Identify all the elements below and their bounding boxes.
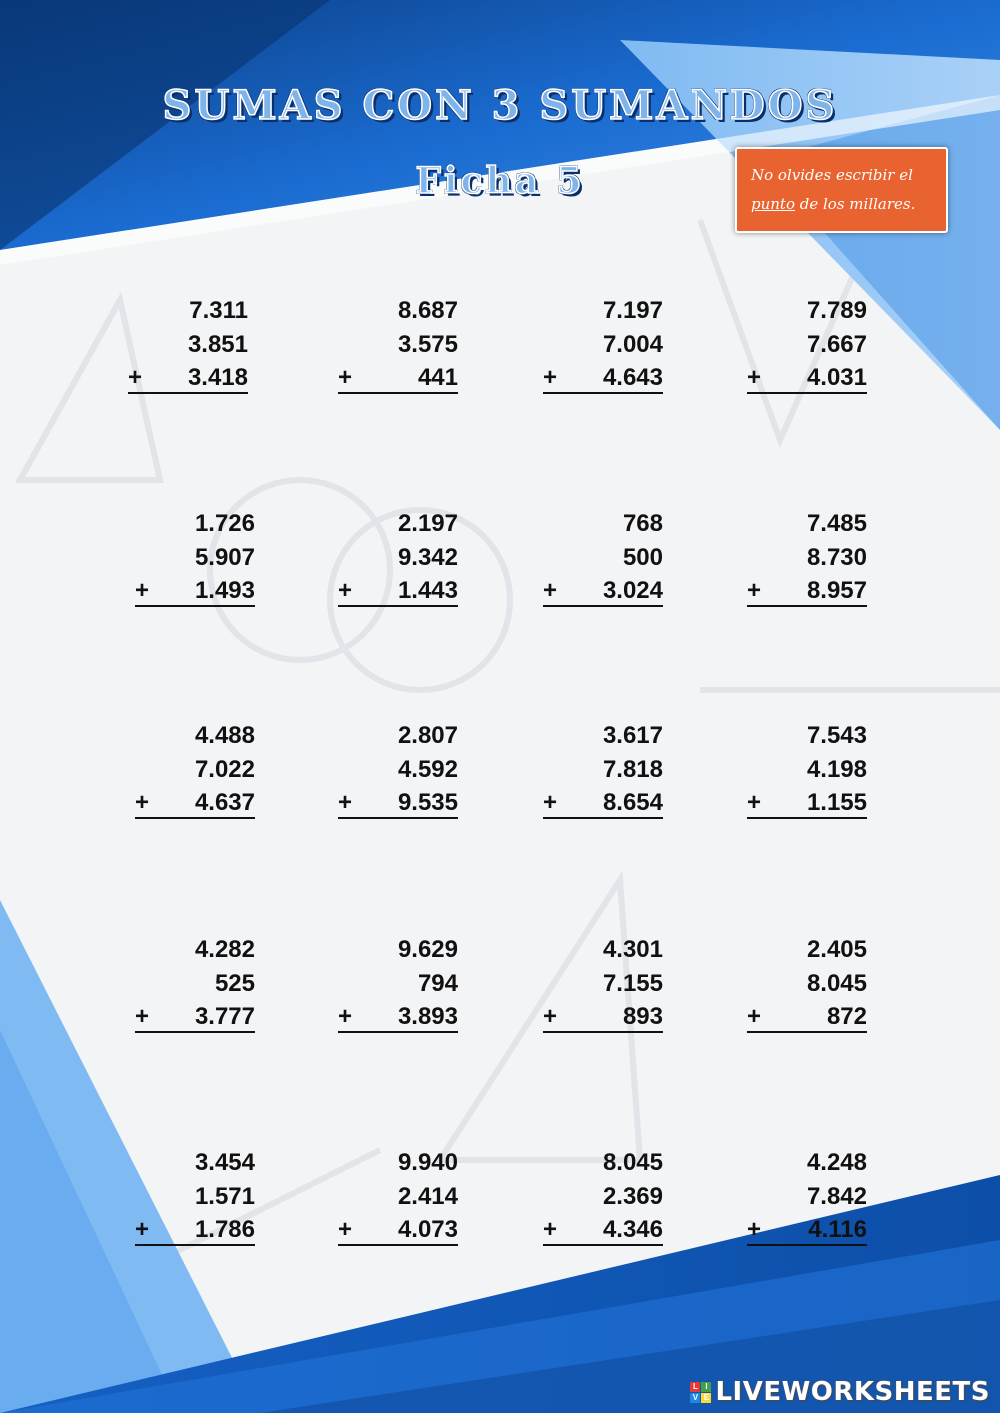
addend-3-line [747, 1003, 867, 1033]
addend-2: 2.414 [397, 1183, 458, 1210]
sum-problem [135, 1149, 255, 1249]
addend-3-line [543, 577, 663, 607]
addend-3-line [747, 789, 867, 819]
addend-2: 9.342 [397, 544, 458, 571]
addend-2: 8.730 [806, 544, 867, 571]
addend-1: 768 [622, 510, 663, 537]
addend-1: 7.311 [189, 297, 248, 324]
addend-3-line [135, 577, 255, 607]
reminder-underlined-word: punto [751, 195, 795, 213]
addend-2: 525 [214, 970, 255, 997]
addend-3: 872 [826, 1003, 867, 1030]
plus-sign: + [135, 577, 150, 604]
plus-sign: + [135, 1216, 150, 1243]
addend-1: 4.282 [194, 936, 255, 963]
addend-2: 7.818 [602, 756, 663, 783]
addend-3: 4.116 [808, 1216, 867, 1243]
sum-problem [135, 936, 255, 1036]
plus-sign: + [338, 577, 353, 604]
addend-3: 1.155 [806, 789, 867, 816]
sum-problem [135, 722, 255, 822]
addend-2: 4.198 [806, 756, 867, 783]
sum-problem [543, 510, 663, 610]
plus-sign: + [543, 364, 558, 391]
sum-problem [543, 297, 663, 397]
sum-problem [543, 1149, 663, 1249]
addend-3: 4.643 [602, 364, 663, 391]
sum-problem [747, 510, 867, 610]
plus-sign: + [338, 1216, 353, 1243]
addend-3: 1.443 [397, 577, 458, 604]
addend-1: 4.248 [806, 1149, 867, 1176]
plus-sign: + [135, 789, 150, 816]
sum-problem [338, 936, 458, 1036]
addend-3-line [747, 577, 867, 607]
plus-sign: + [338, 1003, 353, 1030]
plus-sign: + [128, 364, 143, 391]
plus-sign: + [543, 1216, 558, 1243]
addend-2: 7.004 [602, 331, 663, 358]
addend-1: 2.405 [806, 936, 867, 963]
addend-3-line [135, 1003, 255, 1033]
page-title: SUMAS CON 3 SUMANDOS [162, 82, 838, 129]
addend-2: 1.571 [194, 1183, 255, 1210]
sum-problem [128, 297, 248, 397]
addend-1: 9.629 [397, 936, 458, 963]
addend-3: 3.024 [602, 577, 663, 604]
addend-3-line [747, 1216, 867, 1246]
plus-sign: + [747, 789, 762, 816]
plus-sign: + [747, 364, 762, 391]
liveworksheets-logo-icon [690, 1382, 711, 1403]
addend-2: 2.369 [602, 1183, 663, 1210]
addend-1: 2.197 [397, 510, 458, 537]
plus-sign: + [543, 789, 558, 816]
sum-problem [338, 1149, 458, 1249]
addend-3: 4.346 [602, 1216, 663, 1243]
addend-3: 4.031 [806, 364, 867, 391]
addend-2: 7.667 [806, 331, 867, 358]
addend-1: 2.807 [397, 722, 458, 749]
addend-2: 7.022 [194, 756, 255, 783]
addend-3-line [338, 364, 458, 394]
addend-1: 8.045 [602, 1149, 663, 1176]
liveworksheets-logo [690, 1376, 990, 1408]
logo-letter: L [690, 1382, 700, 1392]
addend-3-line [543, 1216, 663, 1246]
sum-problem [747, 722, 867, 822]
addend-3: 8.957 [806, 577, 867, 604]
addend-3-line [338, 789, 458, 819]
plus-sign: + [747, 577, 762, 604]
addend-2: 500 [622, 544, 663, 571]
reminder-line-2-rest: de los millares. [794, 195, 916, 213]
addend-1: 7.485 [806, 510, 867, 537]
addend-3-line [135, 1216, 255, 1246]
addend-3-line [135, 789, 255, 819]
addend-3: 441 [417, 364, 458, 391]
addend-1: 3.454 [194, 1149, 255, 1176]
logo-letter: V [690, 1393, 700, 1403]
addend-3: 8.654 [602, 789, 663, 816]
addend-3: 1.493 [194, 577, 255, 604]
addend-2: 8.045 [806, 970, 867, 997]
addend-1: 4.301 [602, 936, 663, 963]
addend-3-line [543, 789, 663, 819]
plus-sign: + [543, 1003, 558, 1030]
addend-1: 3.617 [602, 722, 663, 749]
addend-1: 1.726 [194, 510, 255, 537]
sum-problem [747, 1149, 867, 1249]
addend-3-line [338, 577, 458, 607]
logo-letter: I [701, 1382, 711, 1392]
sum-problem [135, 510, 255, 610]
addend-1: 7.789 [806, 297, 867, 324]
reminder-line-1: No olvides escribir el [751, 166, 913, 184]
addend-3-line [747, 364, 867, 394]
addend-3-line [128, 364, 248, 394]
sum-problem [543, 722, 663, 822]
addend-3: 4.637 [194, 789, 255, 816]
addend-3-line [543, 1003, 663, 1033]
addend-2: 3.575 [397, 331, 458, 358]
addend-3: 4.073 [397, 1216, 458, 1243]
addend-1: 7.543 [806, 722, 867, 749]
addend-2: 7.842 [806, 1183, 867, 1210]
sum-problem [338, 510, 458, 610]
addend-1: 4.488 [194, 722, 255, 749]
plus-sign: + [543, 577, 558, 604]
addend-1: 9.940 [397, 1149, 458, 1176]
sum-problem [747, 936, 867, 1036]
addend-3: 3.777 [194, 1003, 255, 1030]
plus-sign: + [338, 789, 353, 816]
addend-3: 1.786 [194, 1216, 255, 1243]
liveworksheets-brand: LIVEWORKSHEETS [715, 1377, 990, 1407]
addend-3: 893 [622, 1003, 663, 1030]
plus-sign: + [747, 1003, 762, 1030]
sum-problem [543, 936, 663, 1036]
worksheet-subtitle: Ficha 5 [415, 160, 585, 202]
sum-problem [338, 297, 458, 397]
addend-3: 3.418 [187, 364, 248, 391]
addend-3: 3.893 [397, 1003, 458, 1030]
addend-3-line [338, 1003, 458, 1033]
plus-sign: + [135, 1003, 150, 1030]
addend-3-line [543, 364, 663, 394]
addend-3: 9.535 [397, 789, 458, 816]
sum-problem [747, 297, 867, 397]
plus-sign: + [338, 364, 353, 391]
addend-2: 5.907 [194, 544, 255, 571]
addend-2: 7.155 [602, 970, 663, 997]
plus-sign: + [747, 1216, 762, 1243]
logo-letter: E [701, 1393, 711, 1403]
addend-3-line [338, 1216, 458, 1246]
addend-2: 4.592 [397, 756, 458, 783]
sum-problem [338, 722, 458, 822]
addend-2: 3.851 [187, 331, 248, 358]
addend-1: 8.687 [397, 297, 458, 324]
addend-1: 7.197 [602, 297, 663, 324]
addend-2: 794 [417, 970, 458, 997]
